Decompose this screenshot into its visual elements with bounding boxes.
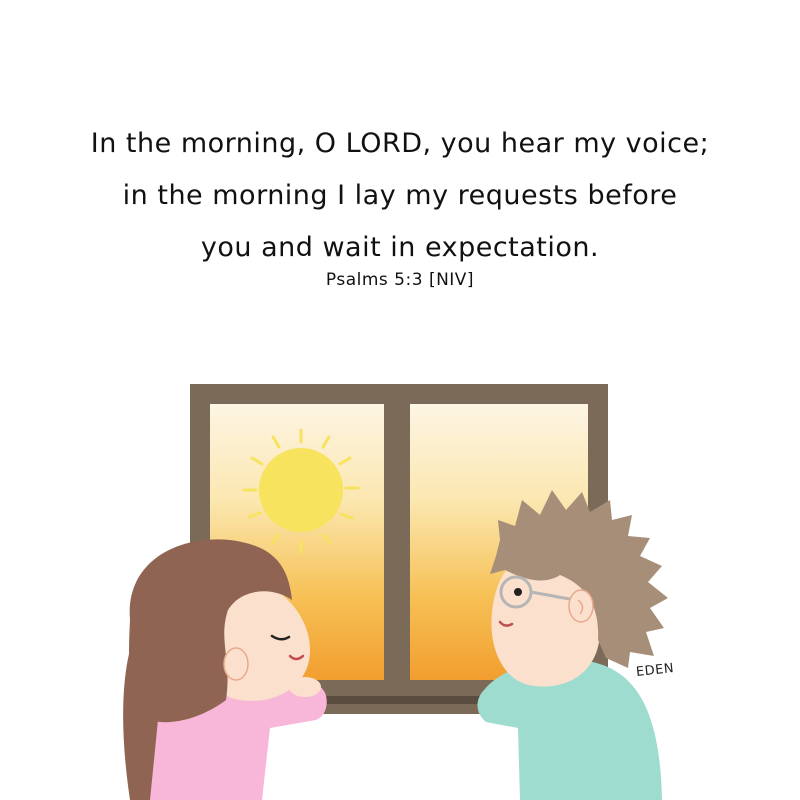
verse-line-3: you and wait in expectation. [200, 232, 600, 263]
girl-ear [224, 648, 248, 680]
boy-eye [514, 588, 522, 596]
boy-ear [569, 590, 593, 622]
verse-reference: Psalms 5:3 [NIV] [325, 270, 475, 290]
verse-line-1: In the morning, O LORD, you hear my voice; [90, 128, 710, 159]
artist-signature: EDEN [635, 661, 675, 680]
verse-line-2: in the morning I lay my requests before [122, 180, 678, 211]
girl-hand [289, 677, 321, 697]
boy-figure [478, 490, 669, 800]
